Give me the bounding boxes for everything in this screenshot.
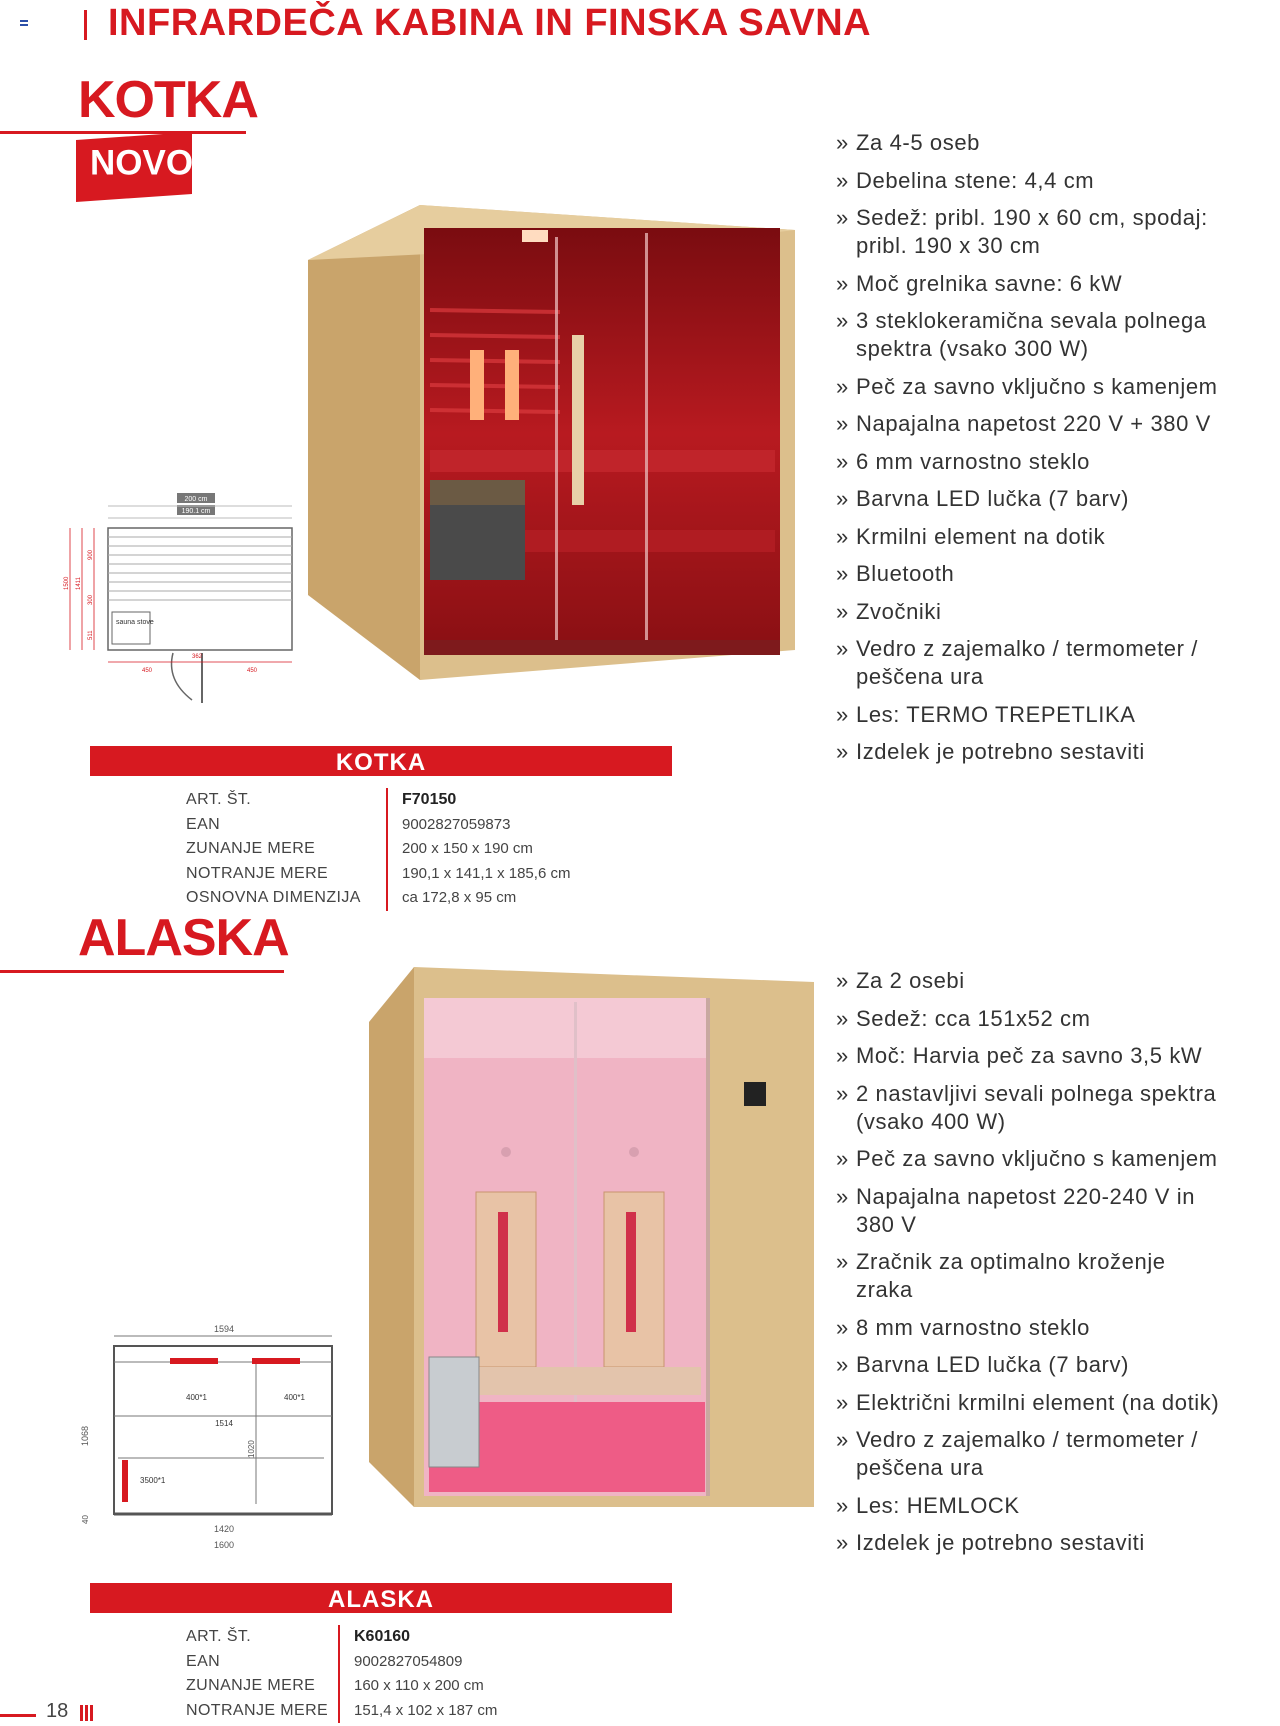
kotka-title: KOTKA	[78, 71, 258, 129]
list-item: » 3 steklokeramična sevala polnega spektra (vsako 300 W)	[836, 307, 1226, 363]
list-item: » 2 nastavljivi sevali polnega spektra (vsako 400 W)	[836, 1080, 1226, 1136]
list-item: » Bluetooth	[836, 560, 1226, 588]
list-item: » Vedro z zajemalko / termometer / peščena ura	[836, 1426, 1226, 1482]
plan-dim-bottom-2: 362	[192, 654, 203, 660]
table-row	[186, 862, 570, 887]
spec-value: F70150	[387, 788, 570, 813]
plan-stove-label: sauna stove	[116, 619, 154, 626]
kotka-spec-table	[186, 788, 570, 911]
list-item: » Električni krmilni element (na dotik)	[836, 1389, 1226, 1417]
list-item: » Vedro z zajemalko / termometer / peščena ura	[836, 635, 1226, 691]
plan-bottom-outer: 1600	[213, 1540, 235, 1550]
list-item: » Les: TERMO TREPETLIKA	[836, 701, 1226, 729]
plan-dim-inner: 190.1 cm	[181, 508, 211, 515]
plan-stove: 3500*1	[140, 1476, 166, 1485]
list-item: » 8 mm varnostno steklo	[836, 1314, 1226, 1342]
kotka-spec-header: KOTKA	[90, 746, 672, 776]
page-title: INFRARDEČA KABINA IN FINSKA SAVNA	[108, 2, 872, 44]
spec-label: ZUNANJE MERE	[186, 1677, 316, 1694]
table-row	[186, 1699, 497, 1724]
list-item: » Napajalna napetost 220-240 V in 380 V	[836, 1183, 1226, 1239]
spec-label: EAN	[186, 815, 221, 833]
spec-label: ZUNANJE MERE	[186, 840, 316, 857]
alaska-feature-list	[836, 967, 1226, 1567]
spec-label: ART. ŠT.	[186, 1628, 252, 1645]
list-item: » Debelina stene: 4,4 cm	[836, 167, 1226, 195]
list-item: » Izdelek je potrebno sestaviti	[836, 1529, 1226, 1557]
plan-depth-dim: 1020	[247, 1440, 256, 1458]
alaska-floor-plan	[74, 1318, 344, 1554]
alaska-sauna-image	[364, 962, 824, 1522]
list-item: » Sedež: cca 151x52 cm	[836, 1005, 1226, 1033]
plan-dim-left-5: 511	[88, 630, 94, 640]
table-row	[186, 1625, 497, 1650]
spec-label: EAN	[186, 1652, 221, 1670]
table-row	[186, 886, 570, 911]
plan-heater-2: 400*1	[284, 1393, 305, 1402]
list-item: » Moč: Harvia peč za savno 3,5 kW	[836, 1042, 1226, 1070]
page-marker-icon	[80, 1705, 95, 1726]
plan-dim-bottom-1: 450	[142, 668, 153, 674]
list-item: » Peč za savno vključno s kamenjem	[836, 373, 1226, 401]
spec-value: 151,4 x 102 x 187 cm	[339, 1699, 497, 1724]
plan-heater-1: 400*1	[186, 1393, 207, 1402]
plan-inner-dim: 1514	[215, 1419, 233, 1428]
header-divider	[84, 10, 87, 40]
list-item: » Barvna LED lučka (7 barv)	[836, 1351, 1226, 1379]
plan-dim-left-1: 1500	[64, 576, 70, 590]
list-item: » Barvna LED lučka (7 barv)	[836, 485, 1226, 513]
list-item: » Krmilni element na dotik	[836, 523, 1226, 551]
spec-value: ca 172,8 x 95 cm	[387, 886, 570, 911]
plan-dim-bottom-3: 450	[247, 668, 258, 674]
alaska-spec-header: ALASKA	[90, 1583, 672, 1613]
kotka-title-rule	[0, 131, 246, 134]
plan-dim-outer: 200 cm	[184, 496, 208, 503]
kotka-sauna-image	[300, 200, 810, 690]
list-item: » 6 mm varnostno steklo	[836, 448, 1226, 476]
list-item: » Sedež: pribl. 190 x 60 cm, spodaj: pribl. 190 x 30 cm	[836, 204, 1226, 260]
table-row	[186, 788, 570, 813]
table-row	[186, 837, 570, 862]
list-item: » Za 2 osebi	[836, 967, 1226, 995]
spec-label: OSNOVNA DIMENZIJA	[186, 889, 361, 906]
plan-dim-left-3: 900	[88, 549, 94, 560]
spec-label: ART. ŠT.	[186, 791, 252, 808]
list-item: » Moč grelnika savne: 6 kW	[836, 270, 1226, 298]
spec-value: 200 x 150 x 190 cm	[387, 837, 570, 862]
table-row	[186, 1650, 497, 1675]
spec-value: 9002827054809	[339, 1650, 497, 1675]
alaska-title-rule	[0, 970, 284, 973]
table-row	[186, 1674, 497, 1699]
plan-dim-left-2: 1411	[76, 577, 82, 590]
alaska-title: ALASKA	[78, 909, 289, 967]
plan-base-dim: 40	[81, 1515, 90, 1524]
new-badge: NOVO	[76, 132, 192, 202]
alaska-spec-table	[186, 1625, 497, 1723]
list-item: » Peč za savno vključno s kamenjem	[836, 1145, 1226, 1173]
plan-side-dim: 1068	[80, 1425, 90, 1446]
list-item: » Za 4-5 oseb	[836, 129, 1226, 157]
page-number: 18	[46, 1700, 69, 1722]
kotka-feature-list	[836, 129, 1226, 776]
footer-accent	[0, 1714, 36, 1717]
spec-value: 190,1 x 141,1 x 185,6 cm	[387, 862, 570, 887]
list-item: » Zračnik za optimalno kroženje zraka	[836, 1248, 1226, 1304]
spec-value: 9002827059873	[387, 813, 570, 838]
plan-bottom-inner: 1420	[213, 1524, 235, 1534]
list-item: » Napajalna napetost 220 V + 380 V	[836, 410, 1226, 438]
spec-value: 160 x 110 x 200 cm	[339, 1674, 497, 1699]
plan-dim-left-4: 300	[88, 594, 94, 605]
spec-label: NOTRANJE MERE	[186, 864, 329, 882]
language-flag-icon	[20, 20, 28, 26]
table-row	[186, 813, 570, 838]
list-item: » Zvočniki	[836, 598, 1226, 626]
list-item: » Izdelek je potrebno sestaviti	[836, 738, 1226, 766]
spec-label: NOTRANJE MERE	[186, 1701, 329, 1719]
list-item: » Les: HEMLOCK	[836, 1492, 1226, 1520]
kotka-floor-plan	[62, 490, 302, 715]
plan-top-dim: 1594	[213, 1324, 235, 1334]
spec-value: K60160	[339, 1625, 497, 1650]
